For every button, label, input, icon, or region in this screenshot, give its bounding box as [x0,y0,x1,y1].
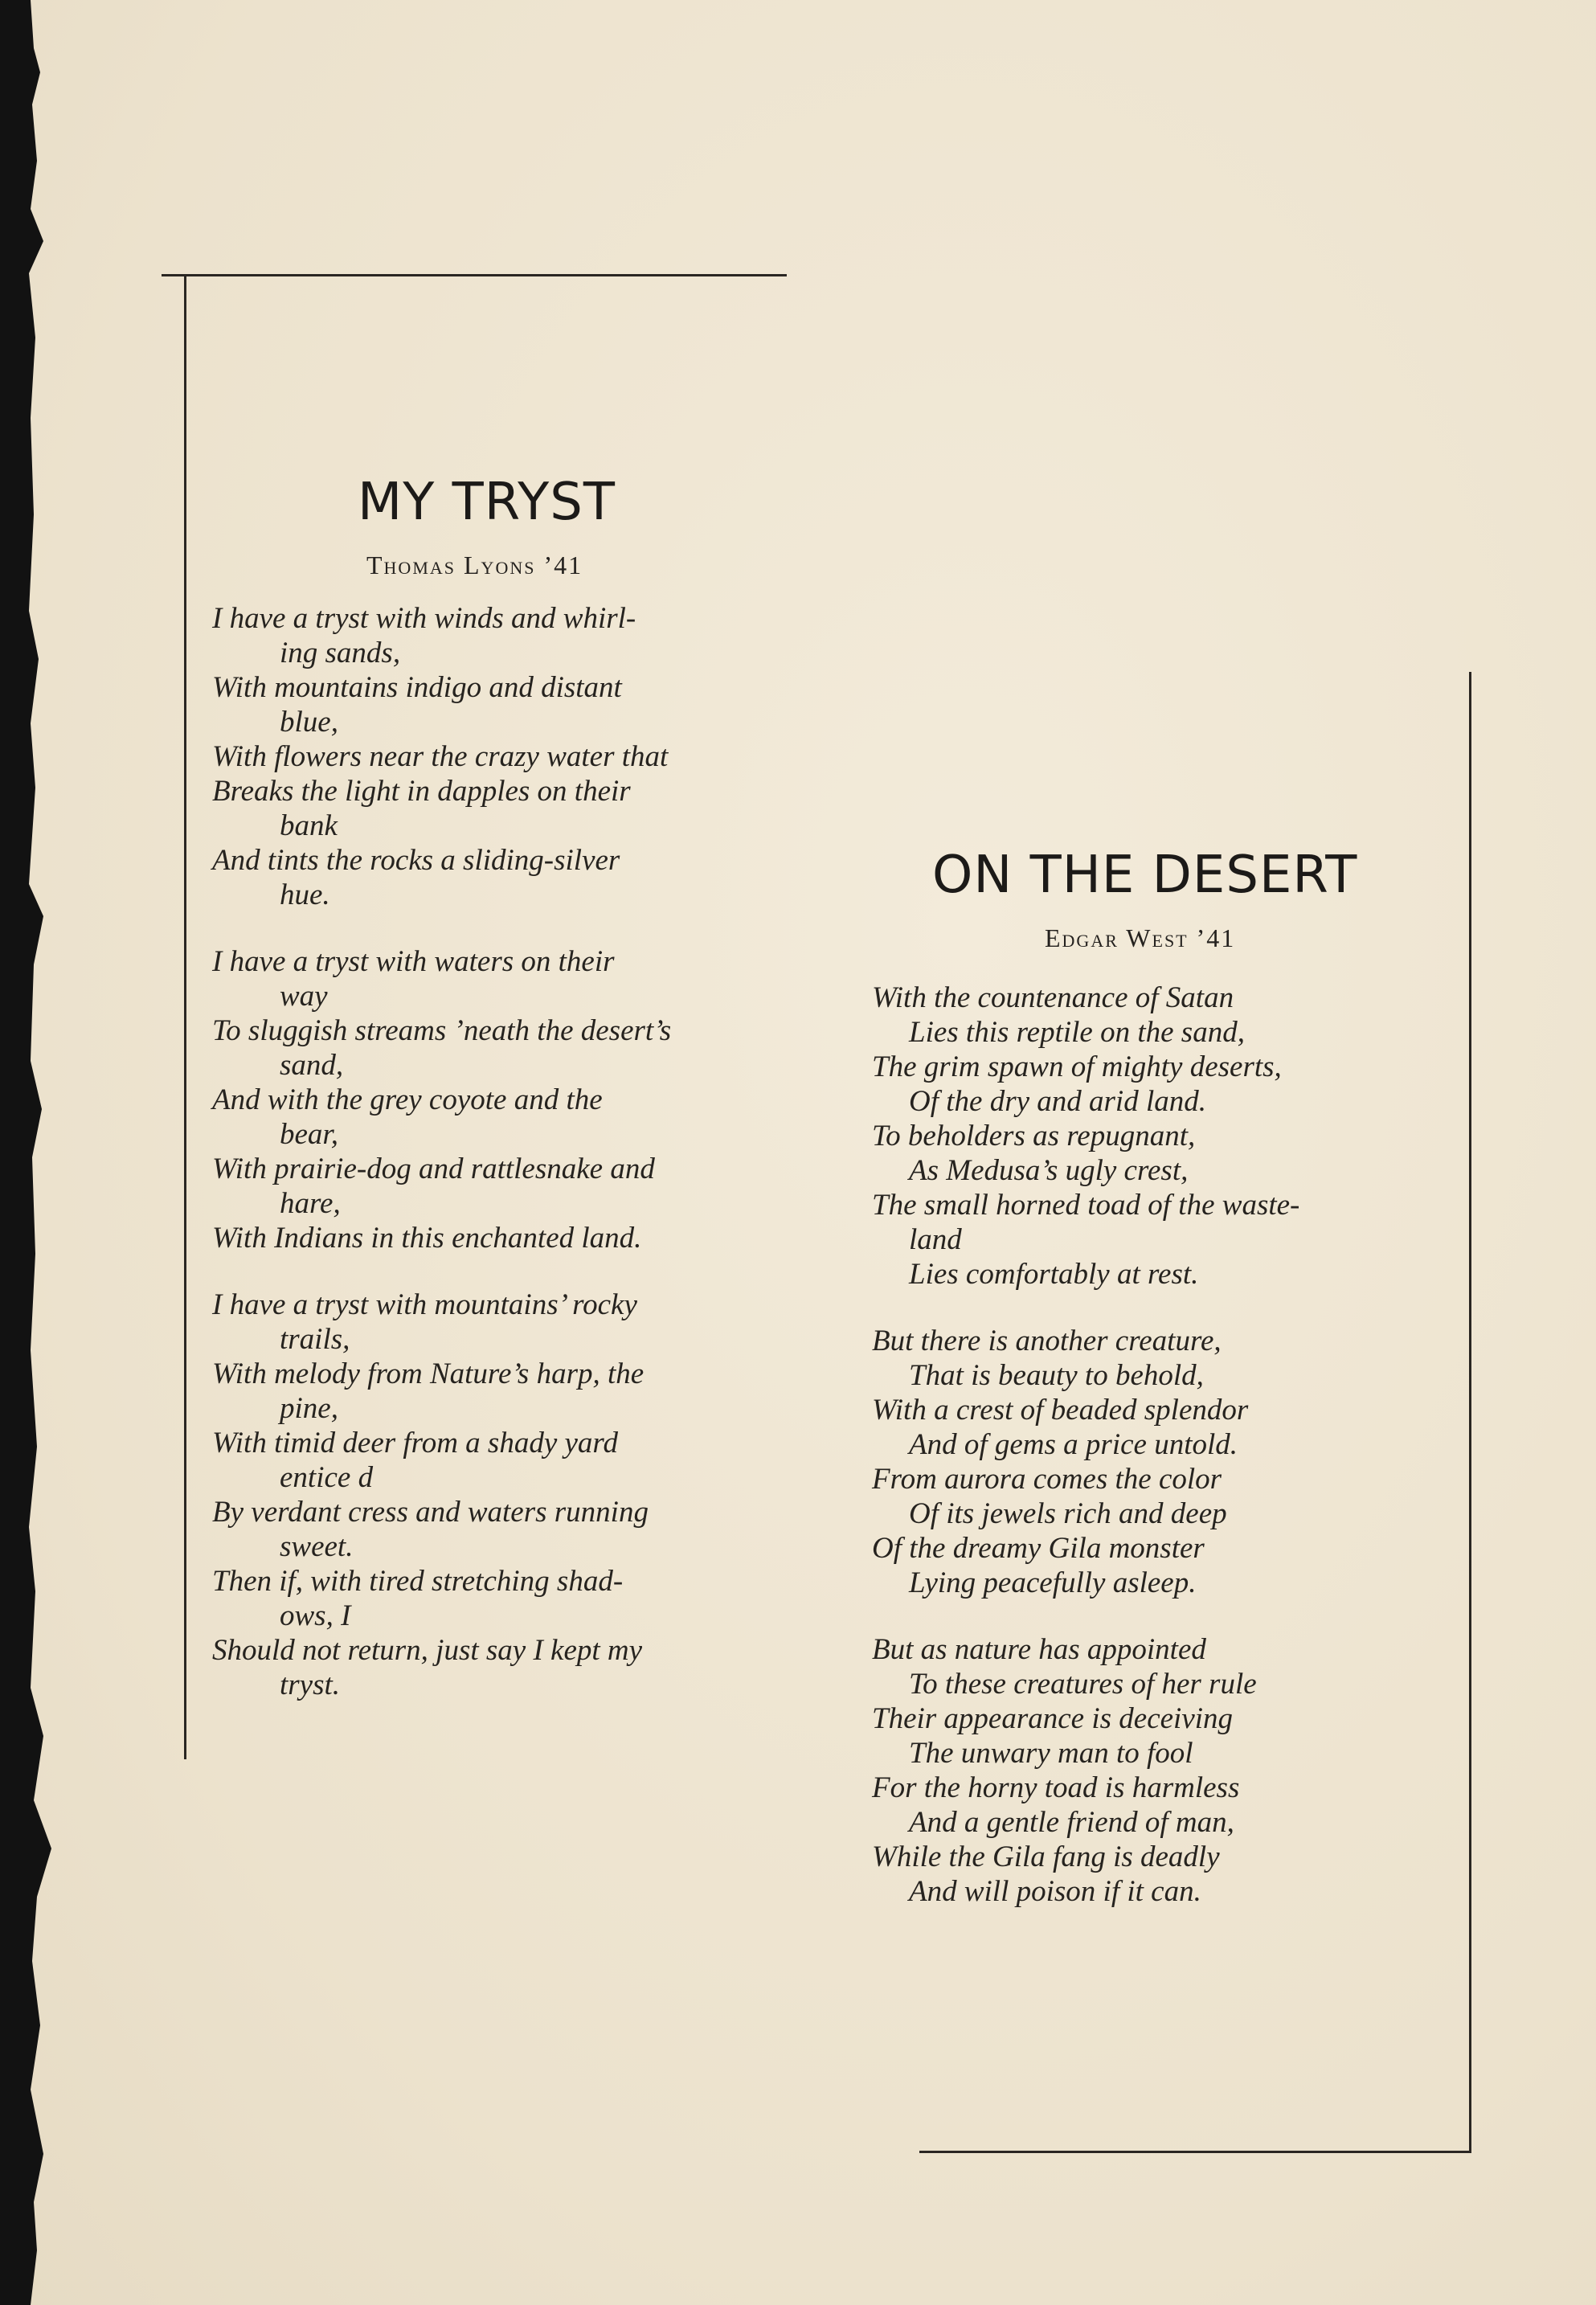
poem-line: And tints the rocks a sliding-silver [212,844,620,877]
poem-line: Of the dry and arid land. [909,1085,1206,1118]
poem-line: The grim spawn of mighty deserts, [872,1050,1282,1083]
paper-page [19,0,1596,2305]
poem-line: And will poison if it can. [909,1875,1201,1908]
poem-line: With flowers near the crazy water that [212,740,669,773]
poem-line: With Indians in this enchanted land. [212,1222,642,1255]
poem-line: bank [280,809,338,842]
poem-line: I have a tryst with mountains’ rocky [212,1288,637,1321]
poem-line: hue. [280,878,330,911]
poem-line: sand, [280,1049,344,1082]
poem-line: Of the dreamy Gila monster [872,1532,1205,1565]
poem-line: Of its jewels rich and deep [909,1497,1227,1530]
poem-title: MY TRYST [358,473,616,532]
poem-line: Lies comfortably at rest. [909,1258,1199,1291]
poem-line: To beholders as repugnant, [872,1120,1196,1152]
poem-line: But there is another creature, [872,1324,1222,1357]
poem-line: With prairie-dog and rattlesnake and [212,1152,655,1185]
poem-line: The unwary man to fool [909,1737,1193,1770]
poem-line: That is beauty to behold, [909,1359,1204,1392]
poem-line: sweet. [280,1530,354,1563]
poem-line: Should not return, just say I kept my [212,1634,643,1667]
bottom-right-rule [919,2151,1471,2153]
torn-page-edge [19,0,76,2305]
top-left-rule [162,274,787,276]
poem-line: To sluggish streams ’neath the desert’s [212,1014,672,1047]
poem-line: blue, [280,706,338,739]
poem-line: With melody from Nature’s harp, the [212,1357,645,1390]
poem-line: With a crest of beaded splendor [872,1394,1249,1427]
poem-author: Edgar West ’41 [1045,923,1236,952]
poem-line: I have a tryst with waters on their [212,945,615,978]
poem-line: But as nature has appointed [872,1633,1206,1666]
poem-line: tryst. [280,1668,341,1701]
poem-line: Breaks the light in dapples on their [212,775,631,808]
poem-line: ing sands, [280,637,401,669]
poem-author: Thomas Lyons ’41 [366,551,583,579]
poem-line: ows, I [280,1599,351,1632]
poem-line: Lying peacefully asleep. [909,1566,1197,1599]
poem-line: land [909,1223,962,1256]
poem-line: trails, [280,1323,350,1356]
poem-line: bear, [280,1118,338,1151]
poem-line: And with the grey coyote and the [212,1083,603,1116]
poem-line: I have a tryst with winds and whirl- [212,602,636,635]
poem-line: Lies this reptile on the sand, [909,1016,1245,1049]
poem-line: Their appearance is deceiving [872,1702,1234,1735]
poem-line: way [280,980,328,1013]
right-vertical-rule [1469,672,1471,2153]
poem-line: And a gentle friend of man, [909,1806,1234,1839]
poem-line: With timid deer from a shady yard [212,1427,618,1460]
poem-line: And of gems a price untold. [909,1428,1238,1461]
poem-line: As Medusa’s ugly crest, [909,1154,1189,1187]
poem-line: hare, [280,1187,341,1220]
poem-body [872,981,1299,1909]
poem-line: entice d [280,1461,374,1494]
left-vertical-rule [184,274,186,1759]
poem-line: Then if, with tired stretching shad- [212,1565,624,1598]
poem-line: pine, [280,1392,338,1425]
poem-line: With the countenance of Satan [872,981,1234,1014]
poem-line: With mountains indigo and distant [212,671,622,704]
poem-body [212,601,671,1702]
poem-line: While the Gila fang is deadly [872,1840,1220,1873]
poem-line: To these creatures of her rule [909,1668,1257,1701]
poem-line: The small horned toad of the waste- [872,1189,1300,1222]
poem-line: For the horny toad is harmless [872,1771,1240,1804]
poem-line: From aurora comes the color [872,1463,1222,1496]
poem-line: By verdant cress and waters running [212,1496,649,1529]
poem-title: ON THE DESERT [932,845,1358,905]
